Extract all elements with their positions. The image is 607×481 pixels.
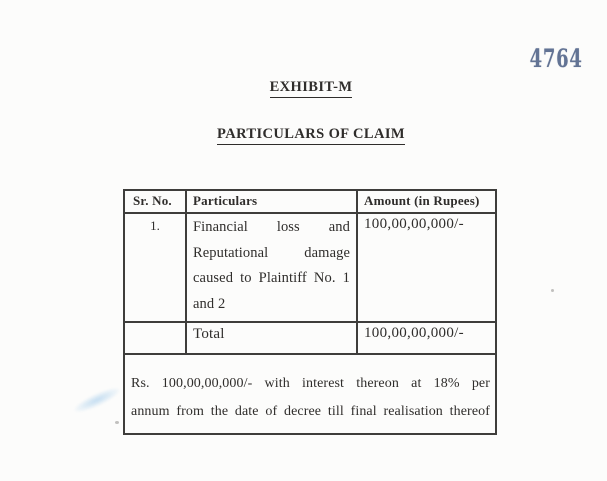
- table-footer-row: [124, 354, 496, 434]
- scan-speck: [115, 421, 119, 424]
- header-sr-no: Sr. No.: [124, 190, 186, 213]
- cell-sr-no-empty: [124, 322, 186, 354]
- header-particulars: Particulars: [186, 190, 357, 213]
- cell-sr-no: 1.: [124, 213, 186, 322]
- cell-total-amount: 100,00,00,000/-: [357, 322, 496, 354]
- bates-stamp-number: 4764: [530, 44, 583, 73]
- cell-total-label: Total: [186, 322, 357, 354]
- exhibit-heading: [0, 79, 607, 96]
- scan-speck: [551, 289, 554, 292]
- cell-particulars: Financial loss and Reputational damage caused to Plaintiff No. 1 and 2: [186, 213, 357, 322]
- scan-smudge: [72, 384, 122, 416]
- header-amount: Amount (in Rupees): [357, 190, 496, 213]
- table-header-row: [124, 190, 496, 213]
- cell-interest-note: Rs. 100,00,00,000/- with interest thereon at 18% per annum from the date of decree till final realisation thereof: [124, 354, 496, 434]
- claim-table: [123, 189, 497, 435]
- particulars-of-claim-heading-text: PARTICULARS OF CLAIM: [217, 126, 405, 145]
- cell-amount: 100,00,00,000/-: [357, 213, 496, 322]
- table-row-total: [124, 322, 496, 354]
- exhibit-heading-text: EXHIBIT-M: [270, 79, 353, 98]
- particulars-of-claim-heading: [0, 126, 607, 143]
- table-row-claim: [124, 213, 496, 322]
